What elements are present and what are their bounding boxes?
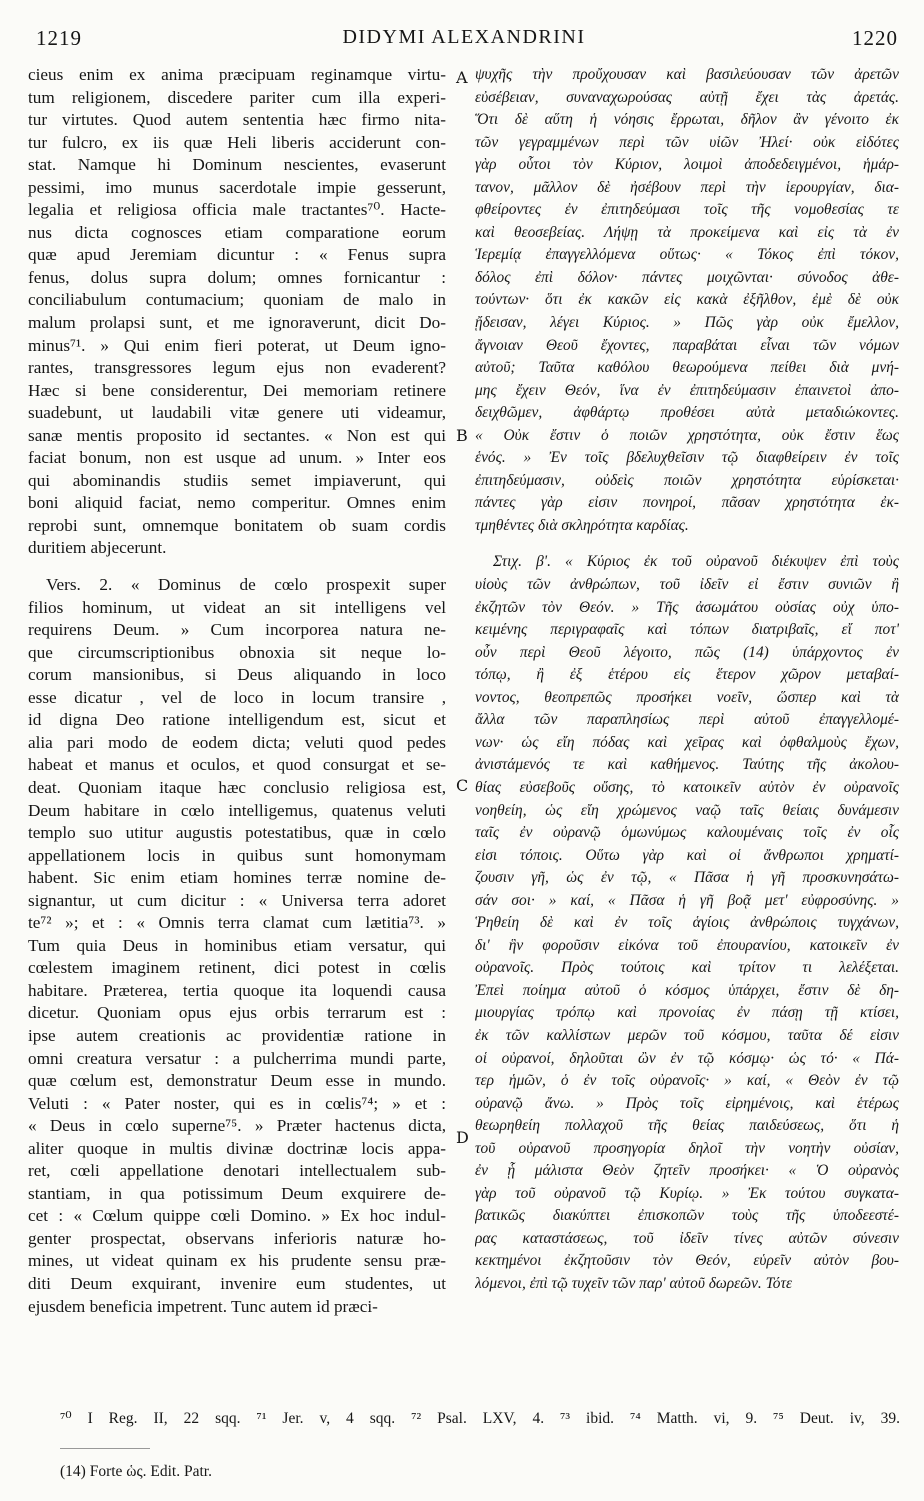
- text-line: id digna Deo ratione intelligendum est, sicut et: [28, 710, 446, 730]
- text-line: qui abominandis studiis semet impiaverunt, qui: [28, 470, 446, 490]
- page-number-left: 1219: [36, 26, 82, 50]
- text-line: ejusdem beneficia impetrent. Tunc autem id præci-: [28, 1296, 378, 1316]
- text-line: habitare. Præterea, tertia quoque ita loquendi causa: [28, 980, 446, 1000]
- text-line: « Deus in cœlo superne⁷⁵. » Præter hactenus dicta,: [28, 1116, 446, 1136]
- text-line: Ῥηθείη δὲ καὶ ἐν τοῖς ἁγίοις ἀνθρώποις τυγχάνων,: [475, 914, 899, 932]
- text-line: tur fulcro, ex iis quæ Heli liberis acciderunt con-: [28, 132, 446, 152]
- text-line: « Οὐκ ἔστιν ὁ ποιῶν χρηστότητα, οὐκ ἔστιν ἕως: [475, 426, 899, 444]
- text-line: Ὅτι δὲ αὕτη ἡ νόησις ἔρρωται, δῆλον ἂν γένοιτο ἐκ: [475, 111, 899, 129]
- text-line: μης ἔχειν Θεόν, ἵνα ἐν ἐπιτηδεύμασιν ἐπαινετοὶ ἀπο-: [475, 381, 899, 399]
- text-line: αὐτοῦ; Ταῦτα καθόλου θεωρούμενα πείθει διὰ μνή-: [475, 359, 899, 377]
- text-line: appellationem locis in quibus sunt homonymam: [28, 845, 446, 865]
- text-line: ἄλλα τῶν παραπλησίως περὶ αὐτοῦ ἐπαγγελλομέ-: [475, 711, 899, 729]
- text-line: οὐρανῷ ἄνω. » Πρὸς τοῖς εἰρημένοις, καὶ ἑτέρως: [475, 1094, 899, 1112]
- text-line: τμηθέντες διὰ σκληρότητα καρδίας.: [475, 516, 689, 534]
- text-line: ἐν ᾗ μάλιστα Θεὸν ζητεῖν προσήκει· « Ὁ οὐρανὸς: [475, 1162, 899, 1180]
- text-line: quæ cœlum est, demonstratur Deum esse in mundo.: [28, 1071, 446, 1091]
- text-line: ἑνός. » Ἐν τοῖς βδελυχθεῖσιν τῷ διαφθείρειν ἐν τοῖς: [475, 449, 899, 467]
- text-line: ἄγνοιαν Θεοῦ ἔχοντες, παραβάται εἶναι τῶν νόμων: [475, 336, 899, 354]
- text-line: aliter quoque in multis divinæ doctrinæ locis appa-: [28, 1138, 446, 1158]
- text-line: ψυχῆς τὴν προὔχουσαν καὶ βασιλεύουσαν τῶν ἀρετῶν: [475, 66, 899, 83]
- text-line: suadebunt, ut laudabili vitæ genere uti videamur,: [28, 403, 446, 423]
- text-line: omni creatura versatur : a pulcherrima mundi parte,: [28, 1048, 446, 1068]
- text-line: signantur, ut cum dicitur : « Universa terra adoret: [28, 890, 446, 910]
- text-line: te⁷² »; et : « Omnis terra clamat cum lætitia⁷³. »: [28, 913, 446, 933]
- text-line: λόμενοι, ἐπὶ τῷ τυχεῖν τῶν παρ' αὐτοῦ δωρεῶν. Τότε: [475, 1274, 793, 1292]
- text-line: Στιχ. β'. « Κύριος ἐκ τοῦ οὐρανοῦ διέκυψεν ἐπὶ τοὺς: [493, 553, 899, 571]
- text-line: Ἱερεμίᾳ ἐπαγγελλόμενα οὕτως· « Τόκος ἐπὶ τόκον,: [475, 246, 899, 264]
- text-line: cet : « Cœlum quippe cœli Domino. » Ex hoc indul-: [28, 1206, 446, 1226]
- text-line: deat. Quoniam itaque hæc conclusio religiosa est,: [28, 777, 446, 797]
- text-line: Ἐπεὶ ποίημα αὐτοῦ ὁ κόσμος ὑπάρχει, ἔστιν δὲ δη-: [475, 981, 899, 999]
- text-line: rantes, transgressores legum ejus non evaderent?: [28, 358, 446, 378]
- text-line: υἱοὺς τῶν ἀνθρώπων, τοῦ ἰδεῖν εἰ ἔστιν συνιῶν ἢ: [475, 576, 899, 594]
- text-line: tur virtutes. Quod autem sententia hæc firmo nita-: [28, 110, 446, 130]
- text-line: malum prolapsi sunt, et me ignoraverunt, dicit Do-: [28, 313, 446, 333]
- text-line: ἀνιστάμενός τε καὶ καθήμενος. Ταύτης τῆς ἀκολου-: [475, 756, 899, 774]
- text-line: σάν σοι· » καί, « Πᾶσα ἡ γῆ βοᾷ μετ' εὐφροσύνης. »: [475, 891, 899, 909]
- paragraph-gap: [475, 537, 899, 551]
- text-line: νων· ὡς εἴη πόδας καὶ χεῖρας καὶ ὀφθαλμοὺς ἔχων,: [475, 733, 899, 751]
- text-line: conciliabulum contumacium; quoniam de malo in: [28, 290, 446, 310]
- text-line: genter prospectat, observans inferioris naturæ ho-: [28, 1228, 446, 1248]
- footnote-rule: [60, 1448, 150, 1449]
- text-line: τούντων· ὅτι ἐκ κακῶν εἰς κακὰ ἐξῆλθον, ἐμὲ δὲ οὐκ: [475, 291, 899, 309]
- text-line: habeat et manus et oculos, et quod consurgat et se-: [28, 755, 446, 775]
- text-line: filios hominum, ut videat an sit intelligens vel: [28, 597, 446, 617]
- variant-note: (14) Forte ὡς. Edit. Patr.: [60, 1463, 212, 1480]
- text-line: τανον, μᾶλλον δὲ ἠσέβουν περὶ τὴν ἱερουργίαν, δια-: [475, 178, 899, 196]
- text-line: quæ apud Jeremiam dicuntur : « Fenus supra: [28, 245, 446, 265]
- text-line: ipse autem creationis ac providentiæ ratione in: [28, 1025, 446, 1045]
- paragraph-gap: [28, 560, 446, 574]
- text-line: ζουσιν γῆ, ὡς ἐν τῷ, « Πᾶσα ἡ γῆ προσκυνησάτω-: [475, 869, 899, 887]
- text-line: cieus enim ex anima præcipuam reginamque virtu-: [28, 65, 446, 84]
- text-line: diti Deum exquirant, invenire eum studentes, ut: [28, 1273, 446, 1293]
- text-line: τόπῳ, ἢ ἐξ ἑτέρου εἰς ἕτερον χῶρον μεταβαί-: [475, 666, 899, 684]
- text-line: ret, cœli appellatione denotari intellectualem sub-: [28, 1161, 446, 1181]
- text-line: requirens Deum. » Cum incorporea natura ne-: [28, 620, 446, 640]
- text-line: πάντες γὰρ εἰσιν πονηροί, πᾶσαν χρηστότητα ἐκ-: [475, 494, 899, 512]
- text-line: alia pari modo de eodem dicta; veluti quod pedes: [28, 732, 446, 752]
- text-line: τερ ἡμῶν, ὁ ἐν τοῖς οὐρανοῖς· » καί, « Θεὸν ἐν τῷ: [475, 1072, 899, 1090]
- text-line: mines, ut videat quinam ex his prudente sensu præ-: [28, 1251, 446, 1271]
- text-line: reprobi sunt, omnemque bonitatem ob suam cordis: [28, 515, 446, 535]
- text-line: sanæ mentis proposito id sectantes. « Non est qui: [28, 425, 446, 445]
- text-line: boni aliquid faciat, nemo comperitur. Omnes enim: [28, 493, 446, 513]
- text-line: stat. Namque hi Dominum nescientes, evaserunt: [28, 155, 446, 175]
- text-line: εἰσι τόποις. Οὕτω γὰρ καὶ οἱ ἄνθρωποι χρηματί-: [475, 846, 899, 864]
- page-number-right: 1220: [852, 26, 898, 50]
- text-line: ᾔδεισαν, λέγει Κύριος. » Πῶς γὰρ οὐκ ἔμελλον,: [475, 314, 899, 332]
- text-line: οὖν περὶ Θεοῦ λέγοιτο, πῶς (14) ὑπάρχοντος ἐν: [475, 643, 899, 661]
- text-line: dicetur. Quoniam opus ejus orbis terrarum est :: [28, 1003, 446, 1023]
- text-line: οὐρανοῖς. Πρὸς τούτοις καὶ τρίτον τι λελέξεται.: [475, 959, 899, 977]
- text-line: κειμένης περιγραφαῖς καὶ τόπων διατριβαῖς, εἴ ποτ': [475, 621, 899, 639]
- greek-column: [475, 64, 899, 1296]
- text-line: μιουργίας τρόπῳ καὶ προνοίας ἐν πάσῃ τῇ κτίσει,: [475, 1004, 899, 1022]
- page-header: [30, 26, 898, 52]
- text-line: stantiam, in qua potissimum Deum exquirere de-: [28, 1183, 446, 1203]
- text-line: duritiem abjecerunt.: [28, 538, 167, 558]
- text-line: καὶ θεοσεβείας. Λήψῃ τὰ προκείμενα καὶ εἰς τὰ ἐν: [475, 223, 899, 241]
- text-line: faciat bonum, non est usque ad unum. » Inter eos: [28, 448, 446, 468]
- text-line: habent. Sic enim etiam homines terræ nomine de-: [28, 868, 446, 888]
- footnotes: ⁷⁰ I Reg. II, 22 sqq. ⁷¹ Jer. v, 4 sqq. ⁷² Psal. LXV, 4. ⁷³ ibid. ⁷⁴ Matth. vi, 9. ⁷⁵ Deut. iv, 39.: [60, 1410, 900, 1427]
- text-line: δειχθῶμεν, ἀφθάρτῳ προθέσει αὐτὰ μεταδιώκοντες.: [475, 404, 899, 422]
- text-line: cœlestem imaginem retinent, dici potest in cœlis: [28, 958, 446, 978]
- latin-column: [28, 64, 446, 1318]
- text-line: nus dicta cognosces etiam comparatione eorum: [28, 222, 446, 242]
- text-line: φθείροντες ἐν ἐπιτηδεύμασι τοῖς τῆς νομοθεσίας τε: [475, 201, 899, 219]
- text-line: κεκτημένοι ἐκζητοῦσιν τὸν Θεόν, εὑρεῖν αὐτὸν βου-: [475, 1252, 899, 1270]
- text-line: βατικῶς διακύπτει ἐπισκοπῶν τοὺς τῆς ὑποδεεστέ-: [475, 1207, 899, 1225]
- text-line: νοντος, θεοπρεπῶς προσήκει νοεῖν, ὥσπερ καὶ τὰ: [475, 688, 899, 706]
- text-line: ἐκζητῶν τὸν Θεόν. » Τῆς ἀσωμάτου οὐσίας οὐχ ὑπο-: [475, 598, 899, 616]
- text-line: Veluti : « Pater noster, qui es in cœlis⁷⁴; » et :: [28, 1093, 446, 1113]
- margin-marker-a: A: [456, 68, 468, 87]
- text-line: corum mansionibus, si Deus aliquando in loco: [28, 665, 446, 685]
- text-line: tum religionem, discedere pariter cum illa experi-: [28, 87, 446, 107]
- text-line: οἱ οὐρανοί, δηλοῦται ὢν ἐν τῷ κόσμῳ· ὡς τό· « Πά-: [475, 1049, 899, 1067]
- text-line: ἐπιτηδεύμασιν, οὐδεὶς ποιῶν χρηστότητα εὑρίσκεται·: [475, 471, 899, 489]
- text-line: ἐκ τῶν καλλίστων μερῶν τοῦ κόσμου, ταῦτα δέ εἰσιν: [475, 1026, 899, 1044]
- margin-marker-d: D: [456, 1128, 469, 1147]
- text-line: δι' ἣν φοροῦσιν εἰκόνα τοῦ ἐπουρανίου, κατοικεῖν ἐν: [475, 936, 899, 954]
- text-line: pessimi, imo munus sacerdotale impie gesserunt,: [28, 177, 446, 197]
- text-line: Deum habitare in cœlo intelligemus, quatenus veluti: [28, 800, 446, 820]
- text-line: Tum quia Deus in hominibus etiam versatur, qui: [28, 935, 446, 955]
- text-line: θεωρηθείη πολλαχοῦ τῆς θείας παιδεύσεως, ὅτι ἡ: [475, 1117, 899, 1135]
- running-head: DIDYMI ALEXANDRINI: [342, 26, 586, 48]
- text-line: ταῖς ἐν οὐρανῷ ὁμωνύμως καλουμέναις τοῖς ἐν οἷς: [475, 824, 899, 842]
- text-line: θίας εὐσεβοῦς οὔσης, τὸ κατοικεῖν αὐτὸν ἐν οὐρανοῖς: [475, 778, 899, 796]
- text-line: ρας καταστάσεως, τοῦ ἰδεῖν τίνες αὐτῶν σύνεσιν: [475, 1229, 899, 1247]
- text-line: νοηθείη, ὡς εἴη χρώμενος ναῷ ταῖς θείαις δυνάμεσιν: [475, 801, 899, 819]
- text-line: δόλος ἐπὶ δόλον· πάντες μοιχῶνται· σύνοδος ἀθε-: [475, 268, 899, 286]
- text-line: τῶν γεγραμμένων περὶ τῶν υἱῶν Ἠλεί· οὐκ εἰδότες: [475, 133, 899, 151]
- margin-marker-b: B: [456, 426, 468, 445]
- text-line: Hæc si bene considerentur, Dei memoriam retinere: [28, 380, 446, 400]
- text-line: templo suo utitur augustis potestatibus, quæ in cœlo: [28, 823, 446, 843]
- margin-marker-c: C: [456, 776, 469, 795]
- text-line: γὰρ οὗτοι τὸν Κύριον, λοιμοὶ ἀποδεδειγμένοι, ἡμάρ-: [475, 156, 899, 174]
- text-line: minus⁷¹. » Qui enim fieri poterat, ut Deum igno-: [28, 335, 446, 355]
- text-line: que circumscriptionibus obnoxia sit neque lo-: [28, 642, 446, 662]
- text-line: legalia et religiosa officia male tractantes⁷⁰. Hacte-: [28, 200, 446, 220]
- text-line: γὰρ τοῦ οὐρανοῦ τῷ Κυρίῳ. » Ἐκ τούτου συγκατα-: [475, 1184, 899, 1202]
- text-line: εὐσέβειαν, συναναχωρούσας αὐτῇ ἔχει τὰς ἀρετάς.: [475, 88, 899, 106]
- text-line: fenus, dolus supra dolum; omnes fornicantur :: [28, 267, 446, 287]
- text-line: Vers. 2. « Dominus de cœlo prospexit super: [46, 575, 446, 595]
- text-line: esse dicatur , vel de loco in locum transire ,: [28, 687, 446, 707]
- text-line: τοῦ οὐρανοῦ προσηγορία δηλοῖ τὴν νοητὴν οὐσίαν,: [475, 1139, 899, 1157]
